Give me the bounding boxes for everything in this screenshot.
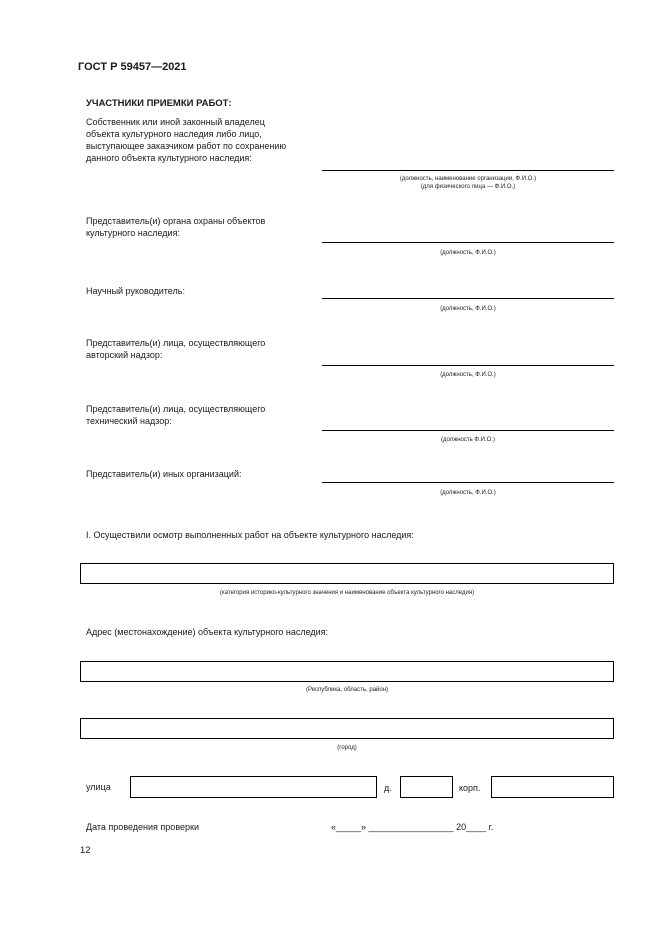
- protection-body-caption: (должность, Ф.И.О.): [440, 250, 496, 256]
- building-label: корп.: [459, 783, 481, 793]
- date-label: Дата проведения проверки: [86, 822, 199, 832]
- protection-body-label: Представитель(и) органа охраны объектов культурного наследия:: [86, 216, 266, 238]
- house-field[interactable]: [400, 776, 453, 798]
- street-label: улица: [86, 782, 111, 792]
- city-caption: (город): [337, 745, 357, 751]
- address-label: Адрес (местонахождение) объекта культурного наследия:: [86, 627, 329, 637]
- tech-supervision-label: Представитель(и) лица, осуществляющего технический надзор:: [86, 404, 266, 426]
- object-name-caption: (категория историко-культурного значения и наименование объекта культурного наследия): [219, 590, 475, 596]
- region-field[interactable]: [80, 661, 614, 682]
- owner-caption-2: (для физического лица — Ф.И.О.): [420, 184, 516, 190]
- author-supervision-label: Представитель(и) лица, осуществляющего авторский надзор:: [86, 338, 266, 360]
- other-orgs-signature-line[interactable]: [322, 482, 614, 483]
- tech-supervision-caption: (должность Ф.И.О.): [441, 437, 495, 443]
- building-field[interactable]: [491, 776, 614, 798]
- object-name-value: [81, 569, 87, 579]
- participants-title: УЧАСТНИКИ ПРИЕМКИ РАБОТ:: [86, 98, 232, 109]
- region-caption: (Республика, область, район): [305, 687, 389, 693]
- other-orgs-caption: (должность, Ф.И.О.): [440, 490, 496, 496]
- house-label: д.: [384, 783, 392, 793]
- owner-label: Собственник или иной законный владелец объекта культурного наследия либо лицо, выступающее заказчиком работ по сохранению данного объекта культурного наследия:: [86, 117, 287, 163]
- house-value: [401, 782, 407, 792]
- document-code: ГОСТ Р 59457—2021: [78, 61, 187, 73]
- protection-body-signature-line[interactable]: [322, 242, 614, 243]
- street-field[interactable]: [130, 776, 377, 798]
- scientific-lead-label: Научный руководитель:: [86, 286, 185, 296]
- tech-supervision-signature-line[interactable]: [322, 430, 614, 431]
- date-template[interactable]: «_____» _________________ 20____ г.: [331, 822, 494, 832]
- page-number: 12: [80, 845, 91, 856]
- object-name-field[interactable]: [80, 563, 614, 584]
- region-value: [81, 667, 87, 677]
- city-value: [81, 724, 87, 734]
- building-value: [492, 782, 498, 792]
- city-field[interactable]: [80, 718, 614, 739]
- scientific-lead-signature-line[interactable]: [322, 298, 614, 299]
- author-supervision-caption: (должность, Ф.И.О.): [440, 372, 496, 378]
- inspection-statement: I. Осуществили осмотр выполненных работ на объекте культурного наследия:: [86, 530, 414, 540]
- other-orgs-label: Представитель(и) иных организаций:: [86, 469, 242, 479]
- author-supervision-signature-line[interactable]: [322, 365, 614, 366]
- street-value: [131, 782, 137, 792]
- owner-caption-1: (должность, наименование организации, Ф.И.О.): [399, 176, 537, 182]
- owner-signature-line[interactable]: [322, 170, 614, 171]
- scientific-lead-caption: (должность, Ф.И.О.): [440, 306, 496, 312]
